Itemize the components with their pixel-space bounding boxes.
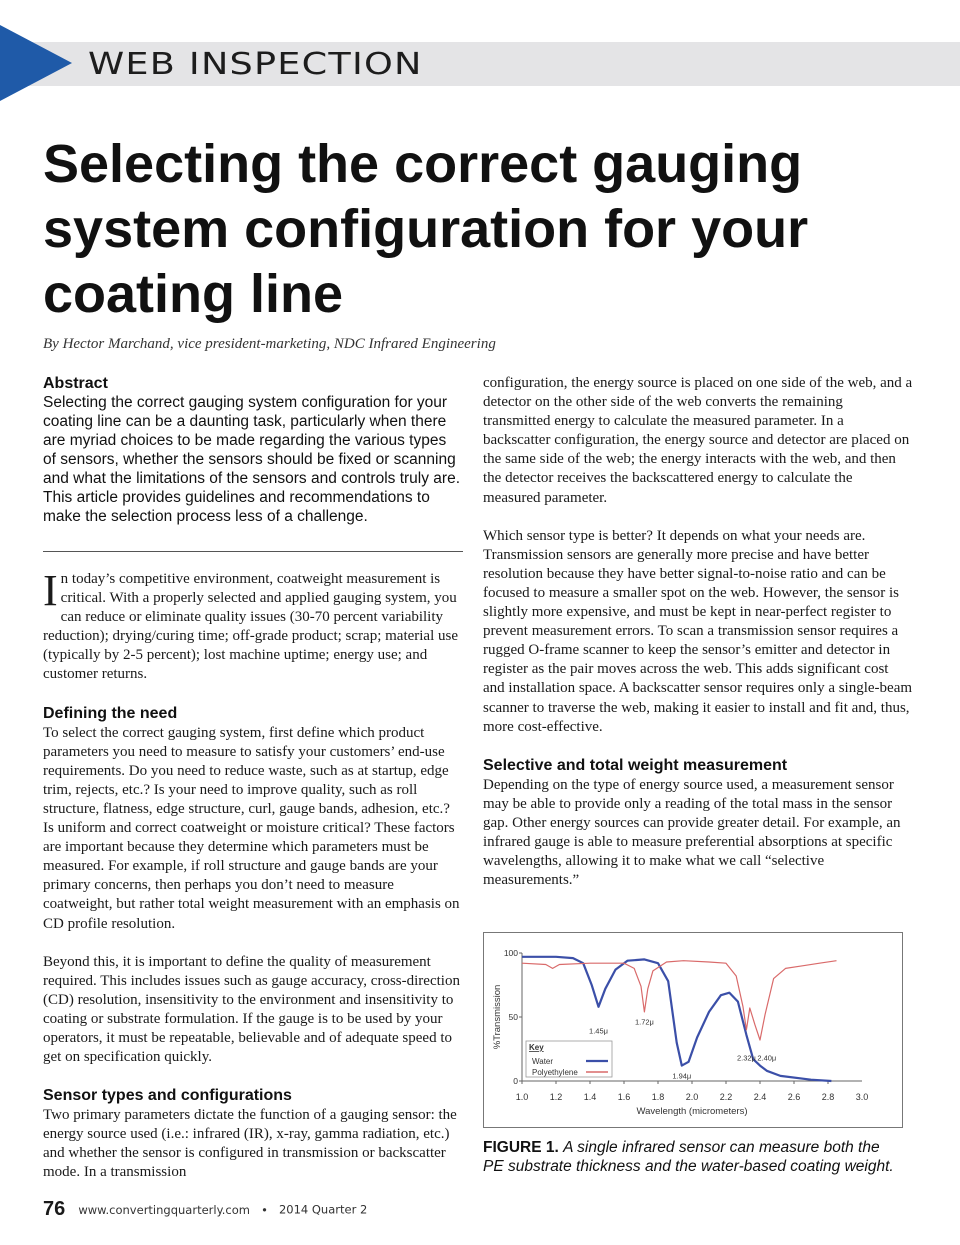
legend-label: Polyethylene	[532, 1068, 578, 1077]
abstract-body: Selecting the correct gauging system configuration for your coating line can be a daunting task, particularly when there are myriad choices to be made regarding the various types of sensors, whether the sensors should be fixed or scanning and what the limitations of the sensors and controls truly are. This article provides guidelines and recommendations to make the selection process less of a challenge.	[43, 394, 460, 525]
peak-annotation: 1.45μ	[589, 1026, 608, 1036]
x-tick-label: 2.8	[821, 1092, 835, 1102]
x-tick-label: 3.0	[855, 1092, 869, 1102]
x-axis-label: Wavelength (micrometers)	[636, 1106, 748, 1117]
footer-issue: 2014 Quarter 2	[278, 1202, 368, 1217]
x-tick-label: 1.8	[651, 1092, 665, 1102]
left-column	[43, 374, 463, 1202]
x-tick-label: 1.0	[515, 1092, 529, 1102]
article-title: Selecting the correct gauging system configuration for your coating line	[43, 134, 809, 324]
sensor-heading: Sensor types and configurations	[43, 1087, 292, 1105]
intro-text: n today’s competitive environment, coatweight measurement is critical. With a properly selected and applied gauging system, you can reduce or eliminate quality issues (30-70 percent variability reduction); drying/curing time; off-grade product; scrap; material use (typically by 2-5 percent); lost machine uptime; energy use; and customer returns.	[43, 571, 458, 683]
x-tick-label: 1.4	[583, 1092, 597, 1102]
x-tick-label: 2.2	[719, 1092, 733, 1102]
sensor-paragraph-1: Two primary parameters dictate the function of a gauging sensor: the energy source used (i.e.: infrared (IR), x-ray, gamma radiation, etc.) and whether the sensor is configured in transmission or backscatter mode. In a transmission	[43, 1107, 457, 1181]
y-tick-label: 0	[513, 1076, 518, 1086]
spectrum-chart	[484, 933, 902, 1127]
x-tick-label: 2.0	[685, 1092, 699, 1102]
legend-label: Water	[532, 1057, 554, 1066]
peak-annotation: 2.40μ	[757, 1053, 777, 1063]
intro-paragraph	[43, 566, 463, 685]
right-column	[483, 374, 913, 909]
drop-cap: I	[43, 566, 58, 615]
defining-paragraph-1: To select the correct gauging system, first define which product parameters you need to measure to satisfy your customers’ end-use requirements. Do you need to reduce waste, such as at startup, edge trim, rejects, etc.? Is your need to improve quality, such as roll structure, flatness, edge structure, curl, gauge bands, adhesion, etc.? Is uniform and correct coatweight or moisture critical? These factors are important because they determine which parameters must be measured. For example, if roll structure and gauge bands are your primary concerns, then perhaps you don’t need to measure coatweight, but rather total weight measurement with an emphasis on CD profile resolution.	[43, 724, 460, 932]
figure-chart	[483, 932, 903, 1128]
selective-paragraph-1: Depending on the type of energy source used, a measurement sensor may be able to provide only a reading of the total mass in the sensor gap. Other energy sources can provide greater detail. For example, an infrared gauge is able to measure preferential absorptions at specific wavelengths, allowing it to make what we call “selective measurements.”	[483, 776, 901, 889]
defining-paragraph-2: Beyond this, it is important to define the quality of measurement required. This includes issues such as gauge accuracy, cross-direction (CD) resolution, insensitivity to the environment and insensitivity to coating or substrate formulation. If the gauge is to be used by your operators, it must be repeatable, believable and of adequate speed to get on specification quickly.	[43, 953, 460, 1066]
selective-heading: Selective and total weight measurement	[483, 756, 788, 774]
figure-caption	[483, 1138, 903, 1176]
x-tick-label: 2.6	[787, 1092, 801, 1102]
abstract-divider	[43, 551, 463, 552]
byline: By Hector Marchand, vice president-marketing, NDC Infrared Engineering	[43, 336, 496, 352]
page-number: 76	[43, 1198, 66, 1220]
footer-separator: •	[261, 1202, 268, 1217]
peak-annotation: 2.32μ	[736, 1053, 756, 1063]
y-tick-label: 100	[503, 948, 518, 958]
page-footer	[43, 1198, 367, 1221]
x-tick-label: 1.2	[549, 1092, 563, 1102]
y-axis-label: %Transmission	[492, 984, 503, 1050]
defining-heading: Defining the need	[43, 704, 178, 722]
x-tick-label: 2.4	[753, 1092, 767, 1102]
banner-arrow-icon	[0, 25, 72, 101]
x-tick-label: 1.6	[617, 1092, 631, 1102]
series-line-polyethylene	[522, 961, 837, 1040]
footer-url[interactable]: www.convertingquarterly.com	[78, 1202, 250, 1217]
y-tick-label: 50	[508, 1012, 518, 1022]
peak-annotation: 1.72μ	[634, 1017, 654, 1027]
peak-annotation: 1.94μ	[672, 1071, 692, 1081]
section-name: WEB INSPECTION	[88, 47, 423, 82]
abstract-heading: Abstract	[43, 375, 108, 392]
figure-caption-text: A single infrared sensor can measure both the PE substrate thickness and the water-based coating weight.	[483, 1139, 894, 1175]
figure-label: FIGURE 1.	[483, 1139, 559, 1156]
right-paragraph-1: configuration, the energy source is placed on one side of the web, and a detector on the other side of the web converts the remaining transmitted energy to calculate the measured parameter. In a backscatter configuration, the energy source and detector are placed on the same side of the web; the energy interacts with the web, and then the detector receives the backscattered energy to calculate the measured parameter.	[483, 375, 913, 506]
right-paragraph-2: Which sensor type is better? It depends on what your needs are. Transmission sensors are generally more precise and have better resolution because they have better signal-to-noise ratio and can be focused to measure a smaller spot on the web. However, the sensor is slightly more expensive, and must be kept in near-perfect register to prevent measurement errors. To scan a transmission sensor requires a rugged O-frame scanner to keep the sensor’s emitter and detector in register as the pair moves across the web. This adds significant cost and installation space. A backscatter sensor requires only a single-beam scanner to traverse the web, making it easier to install and fit and, thus, more cost-effective.	[483, 527, 913, 735]
legend-title: Key	[529, 1043, 544, 1052]
